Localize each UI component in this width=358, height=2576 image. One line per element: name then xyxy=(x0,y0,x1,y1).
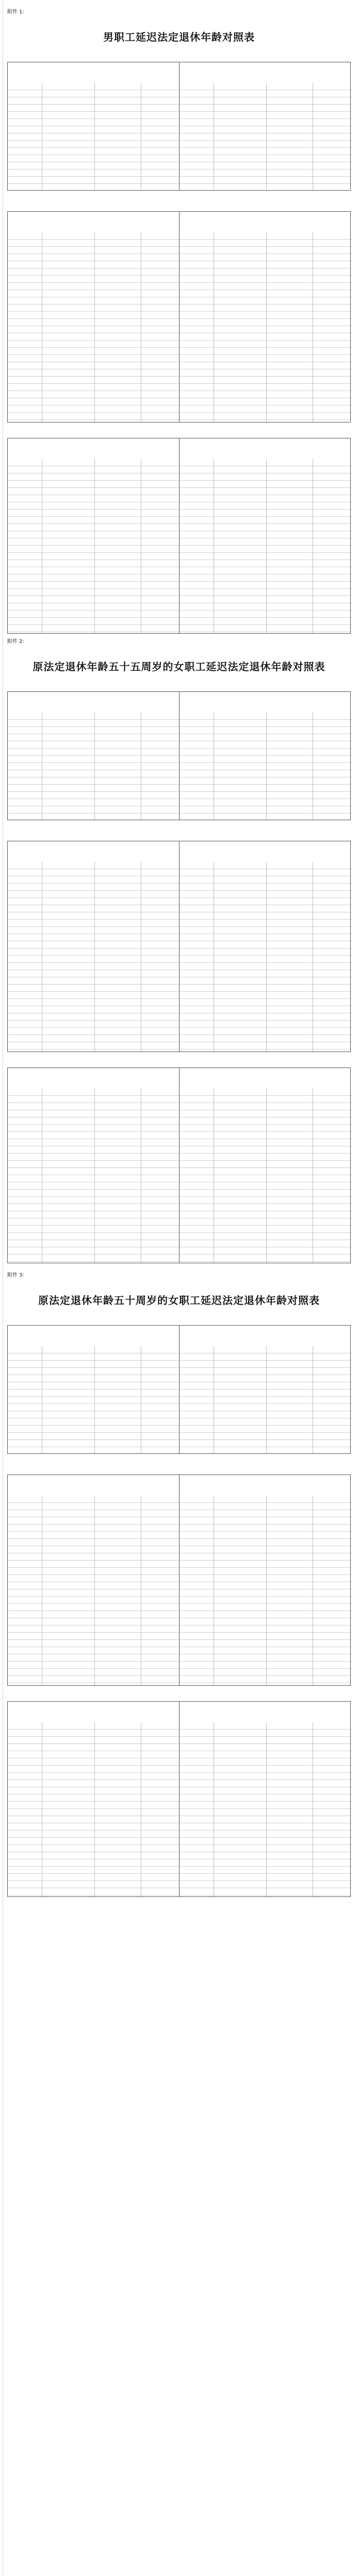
document-title: 原法定退休年龄五十五周岁的女职工延迟法定退休年龄对照表 xyxy=(32,660,326,673)
table-block xyxy=(7,841,351,1052)
table-block xyxy=(7,1701,351,1897)
table-block xyxy=(7,691,351,820)
table-block xyxy=(7,1325,351,1454)
document-title: 原法定退休年龄五十周岁的女职工延迟法定退休年龄对照表 xyxy=(38,1294,320,1307)
appendix-label: 附件 1： xyxy=(7,9,28,15)
table-block xyxy=(7,1475,351,1686)
table-block xyxy=(7,211,351,422)
document-title: 男职工延迟法定退休年龄对照表 xyxy=(103,31,255,43)
table-block xyxy=(7,1067,351,1263)
table-block xyxy=(7,438,351,634)
appendix-label: 附件 3： xyxy=(7,1273,28,1278)
appendix-label: 附件 2： xyxy=(7,639,28,645)
table-block xyxy=(7,62,351,191)
